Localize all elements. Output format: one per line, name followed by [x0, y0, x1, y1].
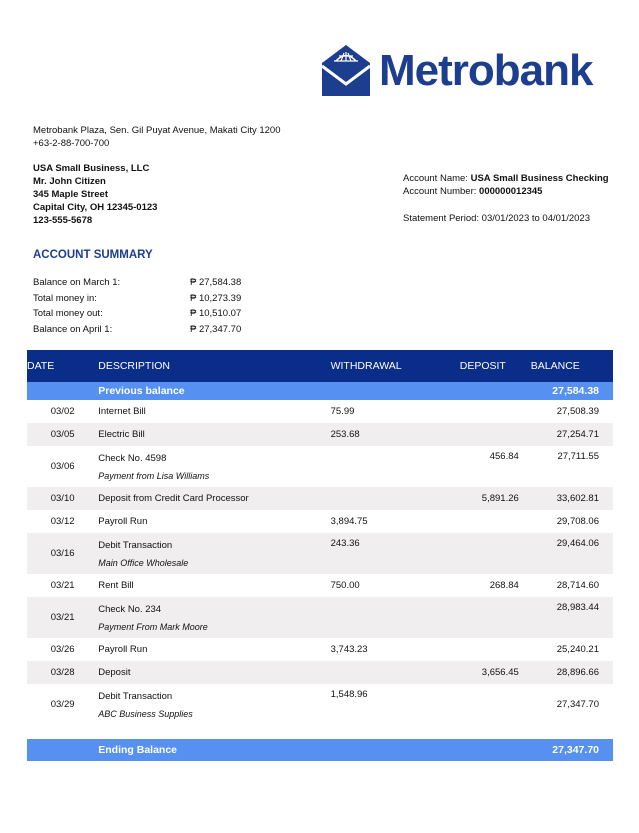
customer-name: Mr. John Citizen [33, 176, 106, 187]
row-description: Deposit from Credit Card Processor [98, 487, 330, 510]
summary-label: Total money out: [33, 308, 103, 319]
summary-row [33, 291, 241, 307]
row-subtext: Payment From Mark Moore [98, 621, 208, 632]
row-withdrawal: 750.00 [330, 580, 360, 591]
customer-street: 345 Maple Street [33, 189, 108, 200]
table-row [27, 423, 613, 446]
summary-label: Balance on March 1: [33, 277, 121, 288]
table-row [27, 574, 613, 597]
bank-address-block [33, 124, 281, 150]
row-description: Internet Bill [98, 406, 146, 417]
row-deposit [435, 533, 531, 574]
row-deposit [435, 423, 531, 446]
row-date: 03/02 [50, 406, 75, 417]
row-withdrawal [331, 446, 435, 487]
transactions-table [27, 350, 613, 761]
summary-value: ₱ 27,347.70 [190, 323, 242, 335]
summary-value: ₱ 27,584.38 [190, 277, 242, 288]
table-row [27, 446, 613, 487]
row-description: Payroll Run [98, 644, 148, 655]
row-balance: 28,714.60 [556, 580, 599, 591]
metrobank-logo [319, 44, 592, 98]
row-description: Check No. 234 [98, 603, 162, 615]
customer-phone: 123-555-5678 [33, 215, 93, 226]
row-withdrawal [331, 661, 435, 684]
row-balance: 27,254.71 [531, 423, 613, 446]
header-description: DESCRIPTION [98, 350, 330, 382]
header-balance: BALANCE [531, 350, 613, 382]
table-row [27, 487, 613, 510]
table-row [27, 533, 613, 574]
row-description: Deposit [98, 661, 330, 684]
account-name: USA Small Business Checking [470, 173, 609, 184]
row-deposit [435, 684, 531, 725]
account-number-label: Account Number: [403, 186, 477, 197]
summary-row [33, 306, 241, 322]
row-deposit [435, 400, 531, 423]
row-description: Electric Bill [98, 423, 330, 446]
row-deposit: 456.84 [489, 451, 519, 462]
row-date: 03/05 [27, 423, 98, 446]
header-date: DATE [27, 350, 98, 382]
account-name-label: Account Name: [403, 173, 468, 184]
previous-balance-label: Previous balance [98, 382, 330, 400]
row-balance: 25,240.21 [556, 644, 599, 655]
table-row [27, 661, 613, 684]
row-date: 03/28 [27, 661, 98, 684]
row-subtext: ABC Business Supplies [98, 708, 193, 719]
row-date: 03/21 [27, 597, 98, 638]
row-withdrawal: 3,743.23 [330, 644, 368, 655]
customer-address-block [33, 162, 157, 227]
customer-city: Capital City, OH 12345-0123 [33, 202, 158, 213]
row-withdrawal [331, 487, 435, 510]
row-date: 03/21 [50, 580, 75, 591]
table-row [27, 684, 613, 725]
table-row [27, 638, 613, 661]
row-withdrawal: 3,894.75 [330, 516, 368, 527]
table-row [27, 400, 613, 423]
row-withdrawal: 1,548.96 [330, 689, 368, 700]
row-balance: 27,508.39 [556, 406, 599, 417]
row-deposit [435, 638, 531, 661]
account-info [403, 172, 609, 225]
row-description: Debit Transaction [98, 539, 173, 551]
summary-title: ACCOUNT SUMMARY [33, 249, 153, 261]
account-number: 000000012345 [479, 186, 543, 197]
row-withdrawal: 253.68 [331, 423, 435, 446]
row-description-cell [98, 446, 330, 487]
bank-address: Metrobank Plaza, Sen. Gil Puyat Avenue, Makati City 1200 [33, 125, 281, 136]
summary-label: Balance on April 1: [33, 323, 113, 335]
row-withdrawal: 75.99 [330, 406, 355, 417]
table-header [27, 350, 613, 382]
account-summary [33, 275, 241, 337]
header-deposit: DEPOSIT [435, 350, 531, 382]
envelope-emblem-icon [319, 44, 373, 98]
previous-balance-row [27, 382, 613, 400]
row-balance: 29,708.06 [556, 516, 599, 527]
row-description-cell [98, 684, 330, 725]
row-date: 03/29 [50, 699, 75, 710]
row-balance: 27,711.55 [557, 451, 599, 462]
previous-balance-value: 27,584.38 [531, 382, 613, 400]
row-date: 03/10 [27, 487, 98, 510]
table-row [27, 510, 613, 533]
row-subtext: Main Office Wholesale [98, 557, 189, 568]
row-withdrawal: 243.36 [331, 533, 435, 574]
summary-value: ₱ 10,273.39 [190, 292, 242, 304]
ending-balance-value: 27,347.70 [531, 739, 613, 761]
row-deposit: 3,656.45 [435, 661, 531, 684]
row-balance: 33,602.81 [531, 487, 613, 510]
row-date: 03/26 [50, 644, 75, 655]
row-withdrawal [331, 597, 435, 638]
row-description: Rent Bill [98, 580, 134, 591]
row-description-cell [98, 597, 330, 638]
row-deposit: 268.84 [489, 580, 519, 591]
row-deposit [435, 597, 531, 638]
brand-name: Metrobank [379, 46, 593, 95]
row-balance: 27,347.70 [556, 699, 599, 710]
row-date: 03/06 [50, 461, 75, 472]
row-description: Check No. 4598 [98, 452, 167, 464]
row-subtext: Payment from Lisa Williams [98, 470, 210, 481]
summary-value: ₱ 10,510.07 [190, 308, 242, 319]
row-description-cell [98, 533, 330, 574]
table-row [27, 597, 613, 638]
bank-phone: +63-2-88-700-700 [33, 138, 110, 149]
row-deposit: 5,891.26 [435, 487, 531, 510]
summary-row [33, 275, 241, 291]
row-description: Debit Transaction [98, 690, 173, 702]
row-date: 03/16 [27, 533, 98, 574]
summary-row [33, 322, 241, 338]
row-deposit [435, 510, 531, 533]
customer-company: USA Small Business, LLC [33, 163, 150, 174]
row-balance: 28,896.66 [531, 661, 613, 684]
row-balance: 29,464.06 [531, 533, 613, 574]
row-description: Payroll Run [98, 516, 148, 527]
summary-label: Total money in: [33, 292, 97, 304]
row-date: 03/12 [50, 516, 75, 527]
row-balance: 28,983.44 [531, 597, 613, 638]
statement-period: Statement Period: 03/01/2023 to 04/01/2023 [403, 213, 590, 224]
header-withdrawal: WITHDRAWAL [331, 350, 435, 382]
ending-balance-label: Ending Balance [98, 739, 330, 761]
ending-balance-row [27, 739, 613, 761]
